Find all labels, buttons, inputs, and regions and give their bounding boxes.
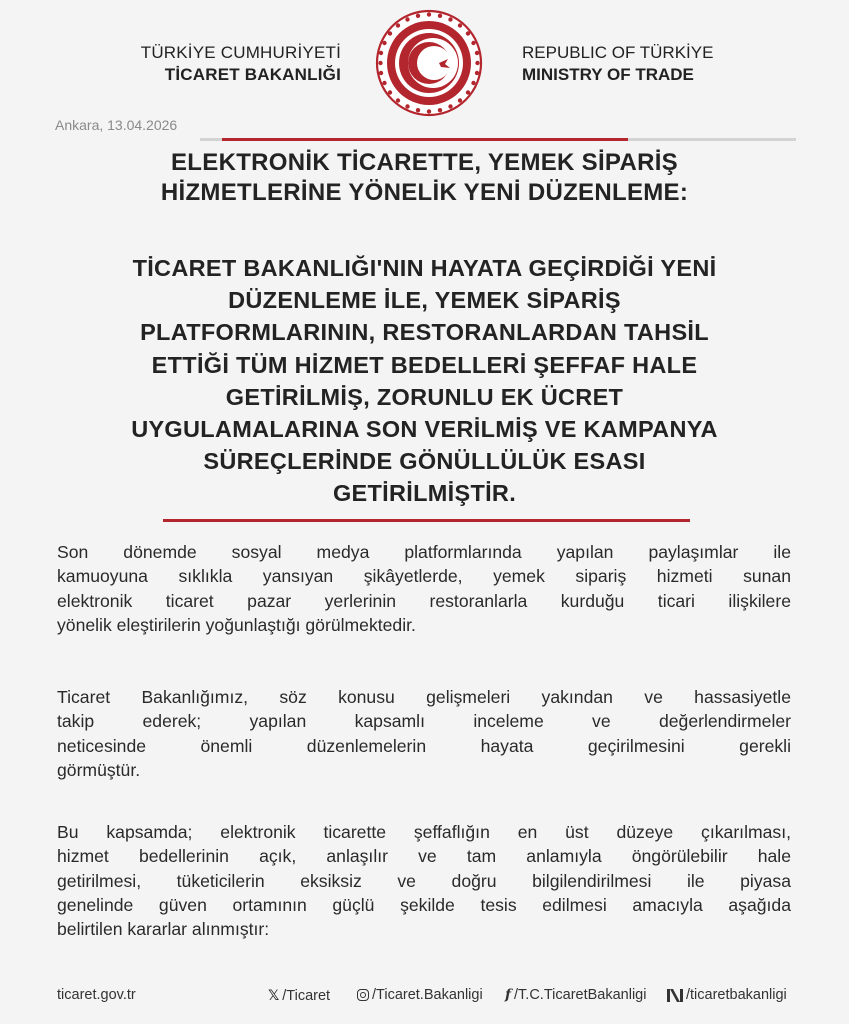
paragraph-line: hizmet bedellerinin açık, anlaşılır ve tam anlamıyla öngörülebilir hale	[57, 846, 791, 867]
top-divider-accent	[222, 138, 628, 141]
header-en-line1: REPUBLIC OF TÜRKİYE	[522, 43, 714, 62]
footer	[0, 985, 849, 1015]
header	[0, 0, 849, 120]
subheadline-line: SÜREÇLERİNDE GÖNÜLLÜLÜK ESASI	[203, 448, 646, 475]
instagram-handle: /Ticaret.Bakanligi	[372, 987, 483, 1003]
paragraph-line: belirtilen kararlar alınmıştır:	[57, 919, 270, 940]
section-divider	[163, 519, 690, 522]
subheadline-line: PLATFORMLARININ, RESTORANLARDAN TAHSİL	[140, 319, 709, 346]
facebook-link[interactable]	[505, 987, 646, 1003]
paragraph-3	[57, 820, 791, 941]
header-tr	[141, 42, 341, 86]
date-location: Ankara, 13.04.2026	[55, 117, 178, 133]
paragraph-line: elektronik ticaret pazar yerlerinin restoranlarla kurduğu ticari ilişkilere	[57, 590, 791, 611]
nsosyal-icon	[667, 989, 683, 1002]
header-en	[522, 42, 713, 86]
headline	[40, 148, 809, 208]
subheadline-line: GETİRİLMİŞ, ZORUNLU EK ÜCRET	[225, 383, 624, 410]
paragraph-line: yönelik eleştirilerin yoğunlaştığı görülmektedir.	[57, 614, 416, 635]
paragraph-line: takip ederek; yapılan kapsamlı inceleme ve değerlendirmeler	[57, 711, 791, 732]
paragraph-1	[57, 540, 791, 637]
facebook-handle: /T.C.TicaretBakanligi	[514, 987, 647, 1003]
header-en-line2: MINISTRY OF TRADE	[522, 65, 694, 84]
subheadline-line: UYGULAMALARINA SON VERİLMİŞ VE KAMPANYA	[131, 416, 718, 443]
x-handle: /Ticaret	[282, 987, 331, 1004]
subheadline-line: ETTİĞİ TÜM HİZMET BEDELLERİ ŞEFFAF HALE	[151, 351, 698, 378]
header-tr-line2: TİCARET BAKANLIĞI	[164, 65, 341, 84]
x-link[interactable]	[268, 987, 330, 1004]
instagram-icon	[357, 989, 369, 1001]
subheadline-line: DÜZENLEME İLE, YEMEK SİPARİŞ	[228, 287, 621, 314]
nsosyal-handle: /ticaretbakanligi	[686, 987, 787, 1003]
x-icon: 𝕏	[268, 987, 280, 1003]
instagram-link[interactable]	[357, 987, 483, 1003]
paragraph-line: Ticaret Bakanlığımız, söz konusu gelişmeleri yakından ve hassasiyetle	[57, 687, 791, 707]
paragraph-line: görmüştür.	[57, 759, 141, 780]
paragraph-line: Bu kapsamda; elektronik ticarette şeffaflığın en üst düzeye çıkarılması,	[57, 822, 791, 842]
paragraph-line: Son dönemde sosyal medya platformlarında yapılan paylaşımlar ile	[57, 542, 791, 562]
subheadline-line: TİCARET BAKANLIĞI'NIN HAYATA GEÇİRDİĞİ YENİ	[132, 255, 717, 281]
nsosyal-link[interactable]	[667, 987, 787, 1003]
header-tr-line1: TÜRKİYE CUMHURİYETİ	[140, 43, 341, 62]
subheadline-line: GETİRİLMİŞTİR.	[332, 480, 517, 507]
headline-line: HİZMETLERİNE YÖNELİK YENİ DÜZENLEME:	[160, 179, 689, 206]
paragraph-line: neticesinde önemli düzenlemelerin hayata geçirilmesini gerekli	[57, 735, 791, 756]
paragraph-line: kamuoyuna sıklıkla yansıyan şikâyetlerde, yemek sipariş hizmeti sunan	[57, 566, 791, 587]
facebook-icon: f	[505, 987, 512, 1003]
website-link[interactable]: ticaret.gov.tr	[57, 987, 136, 1003]
subheadline	[40, 252, 809, 510]
paragraph-line: genelinde güven ortamının güçlü şekilde tesis edilmesi amacıyla aşağıda	[57, 894, 791, 915]
ministry-emblem-icon	[375, 9, 483, 117]
paragraph-2	[57, 685, 791, 782]
paragraph-line: getirilmesi, tüketicilerin eksiksiz ve doğru bilgilendirilmesi ile piyasa	[57, 870, 791, 891]
headline-line: ELEKTRONİK TİCARETTE, YEMEK SİPARİŞ	[171, 149, 678, 176]
